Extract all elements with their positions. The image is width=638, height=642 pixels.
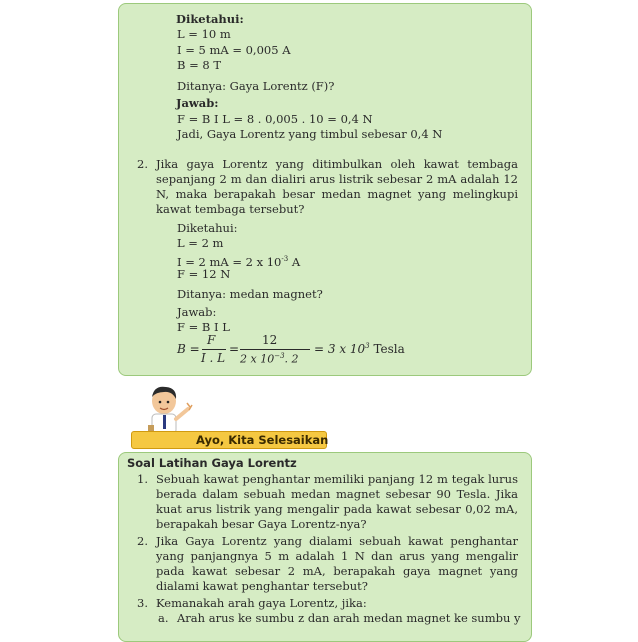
ex2-jawab: Jawab: bbox=[177, 305, 217, 319]
ex1-given-current: I = 5 mA = 0,005 A bbox=[177, 43, 291, 57]
ex2-given-current: I = 2 mA = 2 x $10^{-3}$ A bbox=[177, 254, 301, 269]
exercise-item-2-number: 2. bbox=[137, 534, 148, 548]
eq-frac2-bar bbox=[240, 349, 310, 350]
ex1-jawab-heading: Jawab: bbox=[176, 96, 219, 110]
eq-frac1-bar bbox=[202, 349, 226, 350]
eq-frac1-numerator: F bbox=[207, 333, 216, 347]
ex2-formula: F = B I L bbox=[177, 320, 230, 334]
ex2-number: 2. bbox=[137, 157, 148, 171]
ex1-calculation: F = B I L = 8 . 0,005 . 10 = 0,4 N bbox=[177, 112, 373, 126]
exercise-item-2-text: Jika Gaya Lorentz yang dialami sebuah kawat penghantar yang panjangnya 5 m adalah 1 N dan arus yang mengalir pada kawat sebesar 2 mA, berapakah gaya magnet yang dialami kawat penghantar tersebut? bbox=[156, 534, 518, 593]
eq-equals: = bbox=[229, 342, 240, 356]
eq-frac2-numerator: 12 bbox=[262, 333, 278, 347]
exercise-heading: Soal Latihan Gaya Lorentz bbox=[127, 456, 297, 470]
ex1-diketahui-heading: Diketahui: bbox=[176, 12, 244, 26]
exercise-item-3-text: Kemanakah arah gaya Lorentz, jika: bbox=[156, 596, 367, 610]
ex1-conclusion: Jadi, Gaya Lorentz yang timbul sebesar 0,4 N bbox=[177, 127, 443, 141]
ex2-given-length: L = 2 m bbox=[177, 236, 224, 250]
eq-b-lhs: B = bbox=[177, 342, 200, 356]
ex1-given-field: B = 8 T bbox=[177, 58, 222, 72]
ex2-diketahui: Diketahui: bbox=[177, 221, 238, 235]
exercise-item-3a-text: Arah arus ke sumbu z dan arah medan magnet ke sumbu y bbox=[177, 611, 521, 625]
ex2-question: Jika gaya Lorentz yang ditimbulkan oleh kawat tembaga sepanjang 2 m dan dialiri arus listrik sebesar 2 mA adalah 12 N, maka berapakah besar medan magnet yang melingkupi kawat tembaga tersebut? bbox=[156, 157, 518, 216]
ex2-given-force: F = 12 N bbox=[177, 267, 231, 281]
section-banner-title: Ayo, Kita Selesaikan bbox=[196, 433, 329, 447]
exercise-item-3a-label: a. bbox=[158, 611, 169, 625]
ex1-ditanya: Ditanya: Gaya Lorentz (F)? bbox=[177, 79, 335, 93]
ex1-given-length: L = 10 m bbox=[177, 27, 231, 41]
eq-result: = 3 x $10^3$ Tesla bbox=[314, 342, 405, 356]
eq-frac1-denominator: I . L bbox=[201, 351, 226, 365]
eq-frac2-denominator: 2 x $10^{-3}$. 2 bbox=[240, 352, 299, 366]
exercise-item-1-text: Sebuah kawat penghantar memiliki panjang 12 m tegak lurus berada dalam sebuah medan magnet sebesar 90 Tesla. Jika kuat arus listrik yang mengalir pada kawat sebesar 0,02 mA, berapakah besar Gaya Lorentz-nya? bbox=[156, 472, 518, 531]
exercise-item-3-number: 3. bbox=[137, 596, 148, 610]
exercise-item-1-number: 1. bbox=[137, 472, 148, 486]
ex2-ditanya: Ditanya: medan magnet? bbox=[177, 287, 323, 301]
